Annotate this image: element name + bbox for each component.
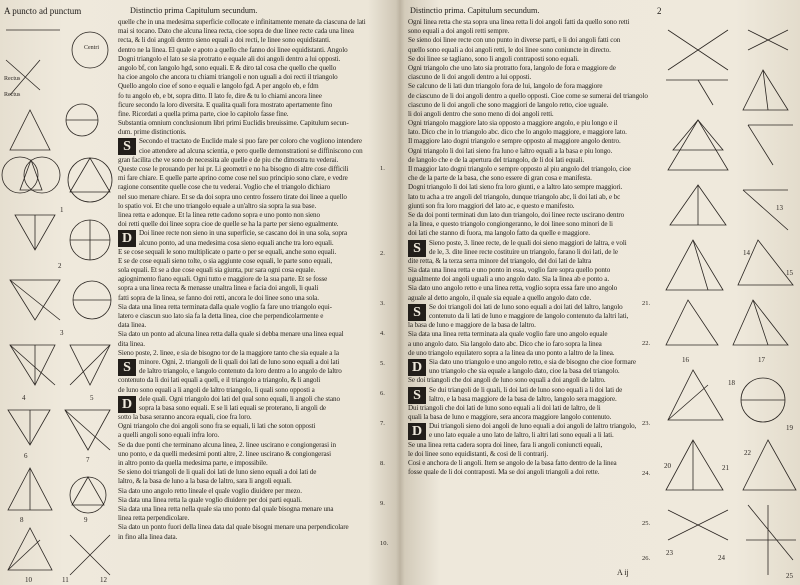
text-line: Sia dato un ponto fuori della linea data dal quale bisogni menare una perpendicolare bbox=[118, 523, 349, 532]
line-number: 10. bbox=[380, 540, 389, 547]
text-line: quelle che in una medesima superficie collocate e infinitamente menate da ciascuna de lati bbox=[118, 18, 366, 26]
line-number: 9. bbox=[380, 500, 385, 507]
text-line: Se sieno doi triangoli de li quali doi lati de luno sieno equali a doi lati de bbox=[118, 468, 317, 477]
text-line: mai si tocano. Dato che alcuna linea recta, cioe sopra de due linee recte cada una linea bbox=[118, 27, 354, 36]
left-figure-number-10: 10 bbox=[25, 576, 32, 584]
text-line: Il maggior lato dogni triangolo e sempre opposto al piu angolo del triangolo, cioe bbox=[408, 165, 631, 173]
line-number: 1. bbox=[380, 165, 385, 172]
text-line: quali la basa de luno e maggiore, sera ancora maggiore langolo contenuto. bbox=[408, 413, 612, 422]
text-line: Se dui triangoli de li quali, li doi lati de luno sono equali a li doi lati de bbox=[429, 385, 623, 394]
right-figure-number-20: 20 bbox=[664, 462, 671, 470]
text-line: Sia data una linea retta terminata dalla quale voglio fa fare uno triangolo equi- bbox=[118, 302, 332, 311]
text-line: fine. Ricordati a quella prima parte, cioe lo capitolo fasse fine. bbox=[118, 109, 289, 118]
text-line: Secondo el tractato de Euclide male si puo fare per coloro che vogliono intendere bbox=[139, 137, 362, 146]
text-line: doi retti quelle doi linee sopra cioe de quelle se ha la parte per sieno egualmente. bbox=[118, 220, 339, 229]
line-number: 6. bbox=[380, 390, 385, 397]
text-line: ciascuno de li doi angoli che sono maggiori de langolo retto, cioe uguale. bbox=[408, 100, 609, 109]
decorated-initial: S bbox=[118, 138, 136, 155]
text-line: latero e ciascun suo lato sia fa la detta linea, cioe che perpendicolarmente e bbox=[118, 312, 324, 320]
right-page-header: Distinctio prima. Capitulum secundum. bbox=[410, 6, 540, 15]
left-figure-number-8: 8 bbox=[20, 516, 24, 524]
decorated-initial: S bbox=[408, 387, 426, 404]
text-line: de laltro triangolo, e langolo contenuto da loro dentro a lo angolo de laltro bbox=[139, 367, 342, 376]
text-line: ha cioe angolo che ancora tu chiami triangoli e non uguali a doi recti il triangolo bbox=[118, 73, 338, 82]
right-geometry-figures bbox=[658, 0, 800, 585]
text-line: Dogni triangolo li doi lati sieno fra loro giunti, e a laltro lato sempre maggiori. bbox=[408, 183, 623, 192]
text-line: linea retta perpendicolare. bbox=[118, 514, 190, 523]
text-line: uno triangolo che sia equale a langolo dato, cioe la basa del triangolo. bbox=[429, 367, 620, 376]
text-line: E se cose sequali le sono multiplicate o parte o per se equali, anche sono equali. bbox=[118, 247, 337, 256]
text-line: agiognimento fiano equali. Ogni tutto e maggiore de la sua parte. Et se fosse bbox=[118, 275, 328, 284]
text-line: Sia data una linea retta nella quale sia uno ponto dal quale bisogna menare una bbox=[118, 504, 334, 513]
text-line: gran facilita che ve sono de necessita ale quelle e de piu che dimostra tu vederai. bbox=[118, 155, 339, 164]
label-rectus-2: Rectus bbox=[4, 92, 21, 98]
line-number: 24. bbox=[642, 470, 651, 477]
text-line: Sia data una linea retta la quale voglio diuidere per doi parti equali. bbox=[118, 495, 302, 504]
text-line: recta, & li doi angoli dentro sieno equali a doi recti, le linee sono equidistanti. bbox=[118, 36, 331, 45]
right-figure-number-19: 19 bbox=[786, 424, 793, 432]
line-number: 8. bbox=[380, 460, 385, 467]
decorated-initial: S bbox=[118, 359, 136, 376]
left-figure-number-1: 1 bbox=[60, 206, 64, 214]
text-line: nel suo menare chiare. Et se da doi sopra uno centro fossero tirate doi linee a quello bbox=[118, 192, 347, 201]
text-line: sopra la basa sono equali. E se li lati equali se proterano, li angoli de bbox=[139, 403, 326, 412]
right-figure-number-15: 15 bbox=[786, 269, 793, 277]
decorated-initial: S bbox=[408, 304, 426, 321]
text-line: che de la parte de la basa, che sono essere di gran cosa e manifesta. bbox=[408, 174, 592, 183]
text-line: Ogni linea retta che sta sopra una linea retta li doi angoli fatti da quello sono retti bbox=[408, 18, 630, 26]
text-line: Dui triangoli sieno doi angoli de luno equali a doi angoli de laltro triangolo, bbox=[429, 422, 637, 431]
text-line: Doi linee recte non sieno in una superficie, se cascano doi in una sola, sopra bbox=[139, 229, 348, 238]
text-line: Dui triangoli che doi lati de luno sono equali a li doi lati de laltro, de li bbox=[408, 403, 601, 412]
text-line: Se doi triangoli doi lati de luno sono equali a doi lati del laltro, langolo bbox=[429, 302, 623, 311]
text-line: dite retta, & la terza serra minore del triangolo, del doi lati de laltra bbox=[408, 256, 592, 265]
text-line: Sieno poste, 3. linee recte, de le quali doi sieno maggiori de laltra, e voli bbox=[429, 238, 627, 247]
left-figure-number-9: 9 bbox=[84, 516, 88, 524]
text-line: de luno sono equali a li angoli de laltro triangolo, li quali sono opposti a bbox=[118, 385, 315, 394]
left-figure-number-5: 5 bbox=[90, 394, 94, 402]
text-line: Se da due ponti che terminano alcuna linea, 2. linee uscirano e congiongerasi in bbox=[118, 440, 336, 449]
text-line: Sia dato un ponto ad alcuna linea retta dalla quale si debba menare una linea equal bbox=[118, 330, 344, 339]
text-line: fosse quale de li doi contraposti. Ma se doi angoli triangoli a doi rette. bbox=[408, 468, 600, 477]
text-line: a quelli angoli sono equali infra loro. bbox=[118, 431, 220, 440]
text-line: Ogni triangolo li doi lati sieno fra luno e laltro equali a la basa e piu longo. bbox=[408, 146, 613, 155]
text-line: lato. Dico che in lo triangolo abc. dico che lo angolo maggiore, e maggiore lato. bbox=[408, 128, 627, 137]
right-figure-number-14: 14 bbox=[743, 249, 750, 257]
text-line: Sia data una linea retta e uno ponto in essa, voglio fare sopra quello ponto bbox=[408, 266, 611, 275]
text-line: laltro, e la basa maggiore de la basa de laltro, langolo sera maggiore. bbox=[429, 394, 617, 403]
left-geometry-figures bbox=[0, 0, 118, 585]
line-number: 26. bbox=[642, 555, 651, 562]
text-line: a uno angolo dato. Sia langolo dato abc. Dico che io faro sopra la linea bbox=[408, 339, 602, 348]
left-page-header: Distinctio prima Capitulum secundum. bbox=[130, 6, 258, 15]
text-line: doi lati che stanno di fuora, ma langolo fatto da quelle e maggiore. bbox=[408, 229, 590, 238]
left-text-column bbox=[118, 18, 390, 542]
right-figure-number-18: 18 bbox=[728, 379, 735, 387]
right-figure-number-24: 24 bbox=[718, 554, 725, 562]
line-number: 4. bbox=[380, 330, 385, 337]
decorated-initial: D bbox=[118, 230, 136, 247]
text-line: data linea. bbox=[118, 321, 147, 330]
right-figure-column bbox=[658, 0, 800, 585]
text-line: li doi angoli dentro che sono meno di doi angoli retti. bbox=[408, 109, 554, 118]
text-line: uno ponto, e da quelli medesimi ponti altre, 2. linee uscirano & congiongerasi bbox=[118, 449, 332, 458]
text-line: linea retta e adonque. Et la linea rette cadono sopra e uno ponto non sieno bbox=[118, 210, 320, 219]
label-rectus-1: Rectus bbox=[4, 76, 21, 82]
text-line: a la linea, e questo triangolo congiongeranno, le doi linee sono minori de li bbox=[408, 220, 613, 229]
text-line: giunti son fra loro maggiori del lato ac, e questo e manifesto. bbox=[408, 201, 575, 210]
text-line: Se doi triangoli che doi angoli de luno sono equali a doi angoli de laltro. bbox=[408, 376, 606, 385]
text-line: Se sieno doi linee recte con uno punto in diverse parti, e li doi angoli fatti con bbox=[408, 36, 621, 45]
text-line: alcuno ponto, ad una medesima cosa sieno equali anche tra loro equali. bbox=[139, 238, 334, 247]
text-line: Il maggiore lato dogni triangolo e sempre opposto al maggiore angolo dentro. bbox=[408, 137, 621, 146]
left-margin-label-top: A puncto ad punctum bbox=[4, 6, 82, 16]
text-line: dele quali. Ogni triangolo doi lati del qual sono equali, li angoli che stano bbox=[139, 394, 340, 403]
text-line: contenuto da li lati de luno e maggiore de langolo contenuto da laltri lati, bbox=[429, 312, 629, 320]
line-number: 25. bbox=[642, 520, 651, 527]
text-line: E se de cose equali sieno tolte, o sia aggiunte cose equali, le parte sono equali, bbox=[118, 256, 332, 265]
text-line: Se doi linee se tagliano, sono li angoli contraposti sono equali. bbox=[408, 54, 579, 63]
text-line: Cosi e anchora de li angoli. Item se angolo de la basa fatto dentro de la linea bbox=[408, 459, 617, 467]
catchword: A ij bbox=[617, 568, 629, 577]
text-line: lato tu acha a tre angoli del triangolo, dunque triangolo abc, li doi lati ab, e bc bbox=[408, 192, 621, 201]
text-line: angolo bf, con langolo hgd, sono equali. E & diro tal cosa che quello che quello bbox=[118, 63, 337, 72]
line-number: 23. bbox=[642, 420, 651, 427]
line-number: 3. bbox=[380, 300, 385, 307]
text-line: dita linea. bbox=[118, 339, 145, 348]
left-figure-number-11: 11 bbox=[62, 576, 69, 584]
left-figure-number-3: 3 bbox=[60, 329, 64, 337]
text-line: de le, 3. dite linee recte costituire un triangolo, farano li doi lati, de le bbox=[429, 247, 618, 256]
text-line: Queste cose le prouando per lui pr. Li geometri e no ha bisogno di altre cose difficili bbox=[118, 165, 349, 173]
text-line: Ogni triangolo che doi angoli sono fra se equali, li lati che soton opposti bbox=[118, 422, 316, 431]
right-figure-number-22: 22 bbox=[744, 449, 751, 457]
text-line: cioe attendere ad alcuna scientia, e pero quelle demonstrationi se diffiniscono con bbox=[139, 146, 363, 155]
right-page bbox=[402, 0, 800, 585]
text-line: Sia data una linea retta terminata ala quale voglio fare uno angolo equale bbox=[408, 330, 608, 339]
line-number: 22. bbox=[642, 340, 651, 347]
text-line: lo spatio voi. Et che uno triangolo equale a un'altro sia sopra la sua base. bbox=[118, 201, 317, 210]
text-line: Quello angolo cioe ef sono e equali e langolo fgd. A per angolo eb, e fdm bbox=[118, 82, 319, 91]
right-figure-number-17: 17 bbox=[758, 356, 765, 364]
right-figure-number-21: 21 bbox=[722, 464, 729, 472]
text-line: dentro ne la linea. El quale e apoto a quello che fanno doi linee equidistanti. Angolo bbox=[118, 45, 348, 54]
right-figure-number-23: 23 bbox=[666, 549, 673, 557]
line-number: 7. bbox=[380, 420, 385, 427]
text-line: de ciascuno de li doi angoli dentro a quello opposti. Cioe come se sumerai del triangolo bbox=[408, 91, 648, 100]
text-line: mi fare chiare. E quelle parte aprino come cose nel suo principio sono clare, e vedre bbox=[118, 174, 348, 183]
right-text-column bbox=[408, 18, 656, 477]
text-line: Ogni triangolo maggiore lato sia opposto a maggiore angolo, e piu longo e il bbox=[408, 119, 618, 128]
text-line: ugualmente doi angoli uguali a uno angolo dato. Sia la linea ab e ponto a. bbox=[408, 275, 610, 284]
label-centri: Centri bbox=[84, 45, 99, 51]
text-line: Dogni triangolo el lato se sia protratto e equale ali doi angoli dentro a lui opposti. bbox=[118, 54, 341, 63]
text-line: sono equali a doi angoli retti sempre. bbox=[408, 27, 510, 36]
text-line: fatti sopra de la linea, se fanno doi retti, ancora le doi linee sono una sola. bbox=[118, 293, 319, 302]
decorated-initial: D bbox=[408, 359, 426, 376]
text-line: contenuto da li doi lati equali a queli, e il triangolo a triangolo, & li angoli bbox=[118, 376, 321, 385]
text-line: Se da doi ponti terminati dun lato dun triangolo, doi linee recte uscirano dentro bbox=[408, 210, 625, 219]
right-figure-number-16: 16 bbox=[682, 356, 689, 364]
left-figure-column bbox=[0, 0, 118, 585]
text-line: le doi linee sono equidistanti, & cosi de li contrarij. bbox=[408, 449, 549, 458]
decorated-initial: S bbox=[408, 240, 426, 257]
text-line: Sia dato uno triangolo e uno angolo retto, e sia de bisogno che cioe formare bbox=[429, 357, 636, 366]
text-line: ragione consentite quelle cose che tu vederai. Voglio che el triangolo dichiaro bbox=[118, 183, 331, 192]
text-line: Ogni triangolo che uno lato sia protratto fora, langolo de fora e maggiore de bbox=[408, 63, 616, 72]
text-line: la basa de luno e maggiore de la basa de laltro. bbox=[408, 321, 536, 330]
left-figure-number-12: 12 bbox=[100, 576, 107, 584]
folio-number: 2 bbox=[657, 6, 662, 16]
text-line: sola equali. Et se a due cose equali sia giunta, pur sara ogni cosa equale. bbox=[118, 266, 316, 275]
text-line: in fino alla linea data. bbox=[118, 532, 178, 541]
text-line: Sia dato uno angolo retto lineale el quale voglio diuidere per mezo. bbox=[118, 486, 302, 495]
text-line: in altro ponto da quella medesima parte, e impossibile. bbox=[118, 459, 268, 467]
left-figure-number-6: 6 bbox=[24, 452, 28, 460]
text-line: Se una linea retta cadera sopra doi linee, fara li angoli coniuncti equali, bbox=[408, 440, 603, 449]
line-number: 5. bbox=[380, 360, 385, 367]
left-page bbox=[0, 0, 398, 585]
line-number: 2. bbox=[380, 250, 385, 257]
section-heading: Substantia omnium conclusionum libri primi Euclidis breuissime. Capitulum secun- bbox=[118, 119, 349, 128]
left-figure-number-7: 7 bbox=[86, 456, 90, 464]
decorated-initial: D bbox=[118, 396, 136, 413]
text-line: de langolo che e de la apertura del triangolo, de li doi lati equali. bbox=[408, 155, 585, 164]
decorated-initial: D bbox=[408, 423, 426, 440]
text-line: Sia dato uno angolo retto e una linea retta, voglio sopra essa fare uno angolo bbox=[408, 284, 618, 293]
text-line: sotto la basa seranno ancora equali, cioe fra loro. bbox=[118, 413, 252, 422]
right-figure-number-25: 25 bbox=[786, 572, 793, 580]
text-line: ciascuno de li doi angoli dentro a lui opposti. bbox=[408, 73, 532, 82]
text-line: fo tu angolo eb, e bt, sopra ditto. Il lato fe, dire & tu lo chiami ancora linee bbox=[118, 91, 322, 100]
text-line: minore. Ogni, 2. triangoli de li quali doi lati de luno sono equali a doi lati bbox=[139, 357, 340, 366]
text-line: Se calcuno de li lati dun triangolo fora de lui, langolo de fora maggiore bbox=[408, 82, 603, 91]
text-line: quello sono equali a doi angoli retti, le doi linee sono coniuncte in directo. bbox=[408, 45, 611, 54]
text-line: laltro, & la basa de luno a la basa de laltro, sara li angoli equali. bbox=[118, 477, 292, 486]
text-line: de uno triangolo equilatero sopra a la linea da uno ponto a laltro de la linea. bbox=[408, 348, 615, 357]
section-heading: dum. prime distinctionis. bbox=[118, 128, 187, 137]
left-figure-number-4: 4 bbox=[22, 394, 26, 402]
text-line: ficure secondo la loro diversita. E qualita quali fora mostrato apertamente fino bbox=[118, 100, 333, 109]
line-number: 21. bbox=[642, 300, 651, 307]
text-line: e uno lato equale a uno lato de laltro, li altri lati sono equali a li lati. bbox=[429, 431, 614, 440]
text-line: Sieno poste, 2. linee, e sia de bisogno tor de la maggiore tanto che sia equale a la bbox=[118, 348, 339, 357]
text-line: aguale al detto angolo, il quale sia equale a quello angolo dato cde. bbox=[408, 293, 591, 302]
text-line: sopra a una linea recta & menasse unaltra linea e facia doi angoli, li quali bbox=[118, 284, 319, 293]
right-figure-number-13: 13 bbox=[776, 204, 783, 212]
left-figure-number-2: 2 bbox=[58, 262, 62, 270]
